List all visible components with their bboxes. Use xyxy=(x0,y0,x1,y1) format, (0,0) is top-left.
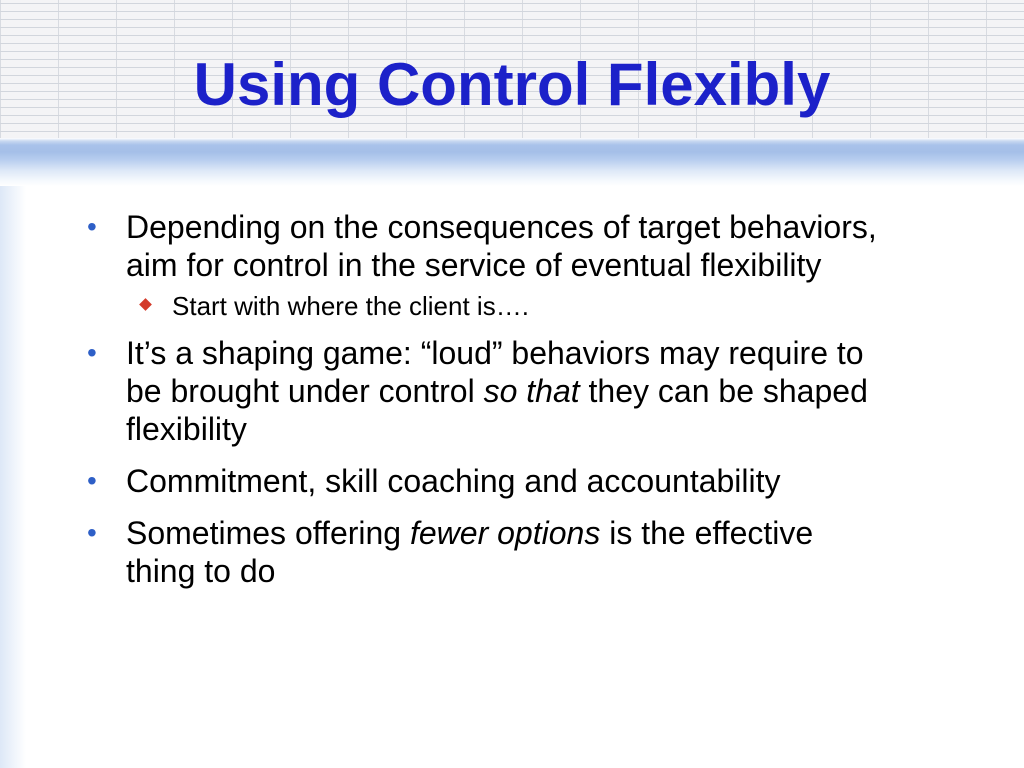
bullet-item xyxy=(0,462,886,500)
sub-bullet-text: Start with where the client is…. xyxy=(172,291,529,321)
bullet-text-pre: It’s a shaping game: “loud” behaviors may require to be brought under control xyxy=(126,335,864,409)
bullet-text-emphasis: so that xyxy=(483,373,580,409)
bullet-item xyxy=(0,514,886,590)
bullet-dot-icon: • xyxy=(87,517,97,548)
bullet-item xyxy=(0,334,886,448)
bullet-text-post: they can be shaped flexibility xyxy=(126,373,868,447)
bullet-dot-icon: • xyxy=(87,465,97,496)
bullet-dot-icon: • xyxy=(87,337,97,368)
bullet-item xyxy=(0,208,886,284)
bullet-text-pre: Sometimes offering xyxy=(126,515,410,551)
title-divider-band xyxy=(0,138,1024,186)
bullet-dot-icon: • xyxy=(87,211,97,242)
bullet-text-emphasis: fewer options xyxy=(409,515,601,551)
bullet-text: Commitment, skill coaching and accountability xyxy=(126,463,781,499)
bullet-list xyxy=(0,208,892,590)
sub-bullet-item xyxy=(0,290,892,322)
bullet-text: Depending on the consequences of target behaviors, aim for control in the service of eventual flexibility xyxy=(126,209,877,283)
diamond-bullet-icon xyxy=(139,298,152,311)
bullet-text-post: is the effective thing to do xyxy=(126,515,814,589)
slide-title: Using Control Flexibly xyxy=(193,51,831,118)
